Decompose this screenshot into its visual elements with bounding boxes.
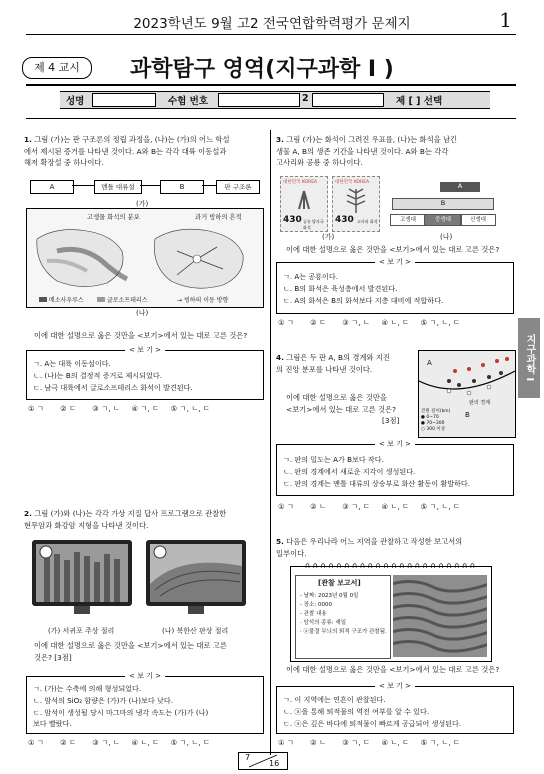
q1-stem-line: 에서 제시된 증거를 나타낸 것이다. A와 B는 각각 대륙 이동설과 <box>24 146 227 156</box>
q5-item: ㄱ. 이 지역에는 연흔이 관찰된다. <box>283 695 386 704</box>
page-number: 1 <box>499 8 512 32</box>
q1-item: ㄴ. (나)는 B의 결정적 증거로 제시되었다. <box>33 371 162 380</box>
era-cenozoic: 신생대 <box>460 214 496 226</box>
report-line: · 암석의 종류: 셰일 <box>300 620 347 626</box>
q1-number: 1. <box>24 135 32 144</box>
q3-era-chart <box>390 178 500 228</box>
map-label-boundary: 판의 경계 <box>469 400 490 406</box>
gondwana-maps <box>27 221 263 293</box>
q3-item: ㄱ. A는 공룡이다. <box>283 272 338 281</box>
legend-mesosaurus <box>39 295 84 304</box>
monitor-stand <box>188 606 204 614</box>
name-label: 성명 <box>66 96 85 107</box>
q2-cap-b: (나) 북한산 판상 절리 <box>162 627 229 635</box>
bogi-title: < 보 기 > <box>375 257 415 267</box>
q1-stem <box>24 134 264 169</box>
exam-no-field-2[interactable] <box>312 93 384 107</box>
q1-map-figure <box>26 208 264 308</box>
legend-title: 진원 깊이(km) <box>421 409 451 414</box>
spiral-binding: ∩∩∩∩∩∩∩∩∩∩∩∩∩∩∩∩∩∩∩∩∩∩ <box>304 561 478 570</box>
q5-bogi-box <box>276 682 514 734</box>
page-total: 16 <box>269 759 280 768</box>
q5-item: ㄷ. ⓐ은 깊은 바다에 퇴적물이 빠르게 공급되어 생성된다. <box>283 719 462 728</box>
q3-cap-a: (가) <box>322 233 335 241</box>
exam-no-digit: 2 <box>302 93 309 104</box>
q5-stem <box>276 536 514 559</box>
q4-prompt-line: 이에 대한 설명으로 옳은 것만을 <box>286 393 387 402</box>
q1-stem-line: 그림 (가)는 판 구조론의 정립 과정을, (나)는 (가)의 어느 학설 <box>34 135 230 144</box>
q5-choices[interactable]: ① ㄱ ② ㄴ ③ ㄱ, ㄷ ④ ㄴ, ㄷ ⑤ ㄱ, ㄴ, ㄷ <box>278 738 460 747</box>
body-top-rule <box>26 118 516 119</box>
bar-b: B <box>392 198 494 210</box>
legend-item: ● 0~70 <box>421 415 439 420</box>
stamp-country: 대한민국 KOREA <box>335 180 370 185</box>
q2-bogi-box <box>26 672 264 734</box>
q4-number: 4. <box>276 353 284 362</box>
era-paleozoic: 고생대 <box>390 214 426 226</box>
q5-stem-line: 일부이다. <box>276 548 307 558</box>
q4-epicenter-map <box>418 350 516 438</box>
flow-box-b: B <box>160 180 204 194</box>
select-label: 제 [ ] 선택 <box>396 96 443 107</box>
q1-bogi-box <box>26 346 264 400</box>
q1-fig-b-caption: (나) <box>136 309 149 317</box>
q3-choices[interactable]: ① ㄱ ② ㄷ ③ ㄱ, ㄴ ④ ㄴ, ㄷ ⑤ ㄱ, ㄴ, ㄷ <box>278 318 460 327</box>
exam-no-label: 수험 번호 <box>168 96 209 107</box>
q2-monitor-a <box>32 540 132 618</box>
report-line: - 장소: 0000 <box>300 602 332 608</box>
page-divider <box>239 753 287 769</box>
q2-item: ㄴ. 암석의 SiO₂ 함량은 (가)가 (나)보다 낮다. <box>33 696 173 705</box>
q2-prompt <box>34 640 264 663</box>
q4-item: ㄷ. 판의 경계는 맨틀 대류의 상승부로 화산 활동이 활발하다. <box>283 479 471 488</box>
stamp-value: 430 <box>283 215 302 225</box>
q3-stem-line: 그림 (가)는 화석이 그려진 우표를, (나)는 화석을 남긴 <box>286 135 458 144</box>
q5-number: 5. <box>276 537 284 546</box>
ripple-mark-photo <box>393 575 487 657</box>
columnar-joint-photo <box>36 544 128 602</box>
flow-box-a: A <box>30 180 74 194</box>
q4-item: ㄴ. 판의 경계에서 새로운 지각이 생성된다. <box>283 467 416 476</box>
name-field[interactable] <box>92 93 156 107</box>
legend-glossopteris <box>97 295 148 304</box>
flow-box-mantle: 맨틀 대류설 <box>94 180 142 194</box>
bogi-title: < 보 기 > <box>375 439 415 449</box>
subject-side-tab: 지구과학 I <box>518 318 540 398</box>
bogi-title: < 보 기 > <box>375 681 415 691</box>
report-line: · ⓐ물결 무늬의 퇴적 구조가 관찰됨. <box>300 629 387 635</box>
report-title: [관찰 보고서] <box>318 579 361 587</box>
sheet-joint-photo <box>150 544 242 602</box>
q2-item: 보다 빨랐다. <box>33 719 72 728</box>
flow-arrow <box>72 185 94 186</box>
stamp-country: 대한민국 KOREA <box>283 180 318 185</box>
q4-choices[interactable]: ① ㄱ ② ㄴ ③ ㄱ, ㄷ ④ ㄴ, ㄷ ⑤ ㄱ, ㄴ, ㄷ <box>278 502 460 511</box>
q4-prompt-line: <보기>에서 있는 대로 고른 것은? <box>286 404 396 414</box>
stamp-value: 430 <box>335 215 354 225</box>
page-counter <box>238 752 288 770</box>
q5-prompt: 이에 대한 설명으로 옳은 것만을 <보기>에서 있는 대로 고른 것은? <box>286 665 500 674</box>
q1-stem-line: 해저 확장설 중 하나이다. <box>24 158 104 167</box>
period-badge: 제 4 교시 <box>22 57 92 79</box>
report-lines <box>300 592 387 637</box>
legend-label: 빙하의 이동 방향 <box>183 297 229 304</box>
q1-item: ㄱ. A는 대륙 이동설이다. <box>33 359 111 368</box>
flow-arrow <box>202 185 216 186</box>
q2-stem <box>24 508 264 531</box>
q1-item: ㄷ. 남극 대륙에서 글로소프테리스 화석이 발견된다. <box>33 383 193 392</box>
q5-item: ㄴ. ⓐ을 통해 퇴적물의 역전 여부를 알 수 있다. <box>283 707 430 716</box>
fern-icon <box>341 187 371 215</box>
q2-item: ㄷ. 암석이 생성될 당시 마그마의 냉각 속도는 (가)가 (나) <box>33 708 209 717</box>
map1-title: 고생물 화석의 분포 <box>87 214 140 221</box>
legend-item: ○ 300 이상 <box>421 427 446 432</box>
q3-number: 3. <box>276 135 284 144</box>
q4-stem-line: 의 진앙 분포를 나타낸 것이다. <box>276 364 373 374</box>
flow-box-plate: 판 구조론 <box>216 180 260 194</box>
q3-bogi-box <box>276 258 514 314</box>
q2-number: 2. <box>24 509 32 518</box>
legend-label: 글로소프테리스 <box>106 297 148 304</box>
student-info-bar <box>60 91 490 109</box>
footprint-icon <box>289 189 319 211</box>
q2-monitor-b <box>146 540 246 618</box>
q4-item: ㄱ. 판의 밀도는 A가 B보다 작다. <box>283 455 384 464</box>
report-text-box <box>295 575 391 659</box>
exam-no-field-1[interactable] <box>218 93 300 107</box>
legend-glacier: → 빙하의 이동 방향 <box>177 297 229 304</box>
bar-a: A <box>440 182 480 192</box>
header-rule-2 <box>26 84 516 86</box>
column-divider <box>270 130 271 755</box>
legend-item: ● 70~300 <box>421 421 445 426</box>
header-rule <box>26 34 516 35</box>
q3-stem-line: 생물 A, B의 생존 기간을 나타낸 것이다. A와 B는 각각 <box>276 146 449 156</box>
q3-prompt: 이에 대한 설명으로 옳은 것만을 <보기>에서 있는 대로 고른 것은? <box>286 245 500 254</box>
exam-title: 2023학년도 9월 고2 전국연합학력평가 문제지 <box>133 16 411 32</box>
q4-stem-line: 그림은 두 판 A, B의 경계와 지진 <box>286 353 390 362</box>
q4-prompt-line: [3점] <box>382 416 400 425</box>
q3-cap-b: (나) <box>440 233 453 241</box>
q5-stem-line: 다음은 우리나라 어느 지역을 관찰하고 작성한 보고서의 <box>286 537 463 546</box>
flow-arrow <box>140 185 160 186</box>
q3-stem <box>276 134 514 169</box>
report-line: - 날짜: 2023년 0월 0일 <box>300 593 359 599</box>
q2-stem-line: 현무암과 화강암 지형을 나타낸 것이다. <box>24 520 149 530</box>
report-line: - 관찰 내용 <box>300 611 327 617</box>
depth-legend <box>421 409 450 433</box>
q4-stem <box>276 352 426 375</box>
map2-title: 과거 빙하의 흔적 <box>195 214 242 221</box>
q5-report-card <box>290 561 492 662</box>
map-label-a: A <box>427 359 432 367</box>
q2-prompt-line: 것은? [3점] <box>34 652 72 662</box>
monitor-stand <box>74 606 90 614</box>
stamp-dinosaur <box>280 176 328 232</box>
q2-stem-line: 그림 (가)와 (나)는 각각 가상 지질 답사 프로그램으로 관찰한 <box>34 509 227 518</box>
bogi-title: < 보 기 > <box>125 345 165 355</box>
bogi-title: < 보 기 > <box>125 671 165 681</box>
q3-stem-line: 고사리와 공룡 중 하나이다. <box>276 158 363 167</box>
q1-choices[interactable]: ① ㄱ ② ㄷ ③ ㄱ, ㄴ ④ ㄱ, ㄷ ⑤ ㄱ, ㄴ, ㄷ <box>28 404 210 413</box>
q1-fig-a-caption: (가) <box>136 200 149 208</box>
q1-prompt: 이에 대한 설명으로 옳은 것만을 <보기>에서 있는 대로 고른 것은? <box>34 331 248 340</box>
q4-bogi-box <box>276 440 514 496</box>
q3-item: ㄴ. B의 화석은 육성층에서 발견된다. <box>283 284 398 293</box>
subject-title: 과학탐구 영역(지구과학 I ) <box>130 57 394 82</box>
q2-cap-a: (가) 서귀포 주상 절리 <box>48 627 115 635</box>
q2-item: ㄱ. (가)는 수축에 의해 형성되었다. <box>33 684 142 693</box>
stamp-label: 고사리 화석 <box>357 219 378 224</box>
map-label-b: B <box>465 411 470 419</box>
q1-flow-diagram <box>30 176 260 198</box>
q3-item: ㄷ. A의 화석은 B의 화석보다 지층 대비에 적합하다. <box>283 296 444 305</box>
q4-prompt <box>286 392 416 427</box>
page-current: 7 <box>245 753 251 762</box>
q2-choices[interactable]: ① ㄱ ② ㄷ ③ ㄱ, ㄴ ④ ㄴ, ㄷ ⑤ ㄱ, ㄴ, ㄷ <box>28 738 210 747</box>
stamp-fern <box>332 176 380 232</box>
era-mesozoic: 중생대 <box>424 214 462 226</box>
q2-prompt-line: 이에 대한 설명으로 옳은 것만을 <보기>에서 있는 대로 고른 <box>34 641 227 650</box>
legend-label: 메소사우루스 <box>48 297 84 304</box>
stamp-label: 공룡 발자국 화석 <box>303 219 324 230</box>
